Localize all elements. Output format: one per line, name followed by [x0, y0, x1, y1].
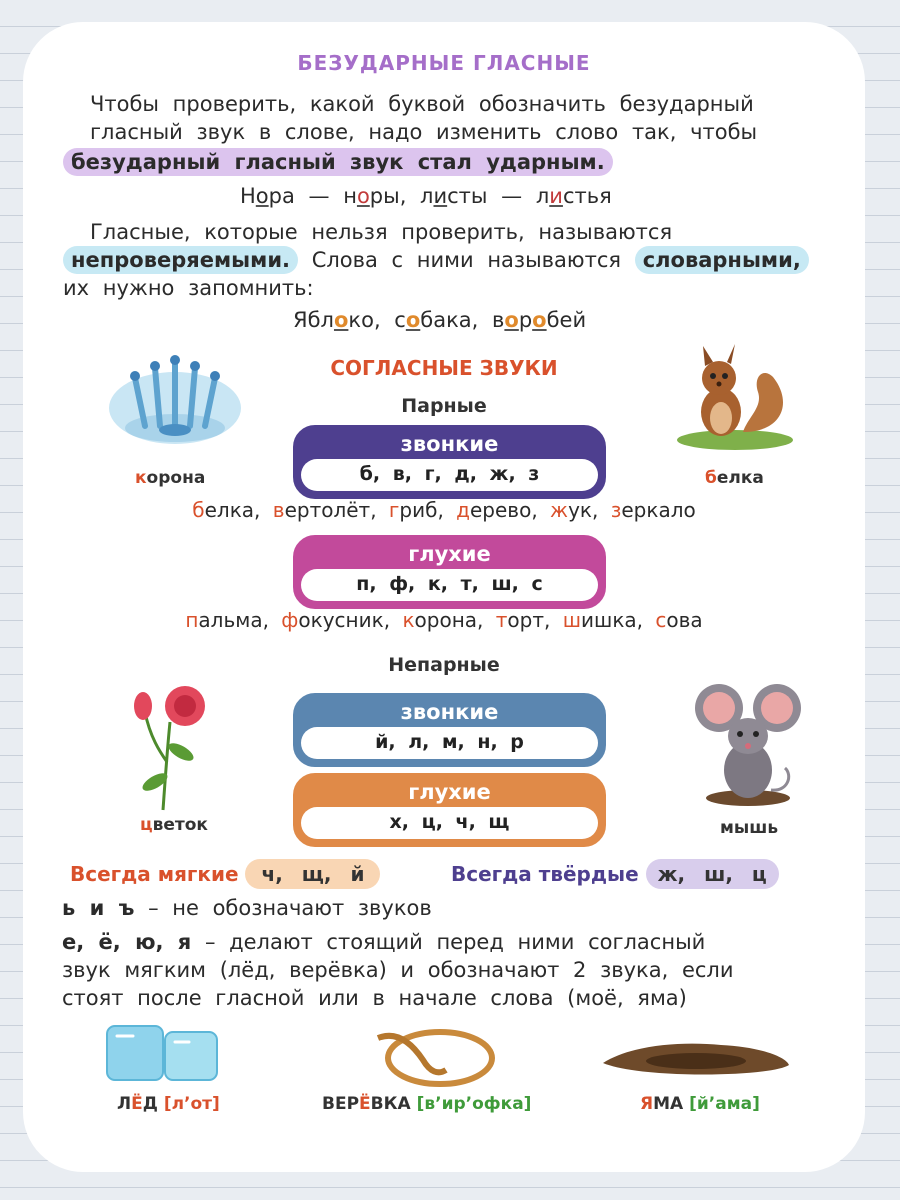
- example-part: ра — н: [268, 184, 357, 208]
- example-rest: ишка,: [581, 608, 656, 632]
- paired-voiceless-box: [293, 535, 606, 609]
- p2-highlight-1: непроверяемыми.: [63, 246, 298, 274]
- caption-first-letter: к: [135, 468, 147, 488]
- example-vowel: о: [255, 184, 269, 208]
- box-heading: звонкие: [400, 432, 499, 456]
- example-stressed-vowel: о: [356, 184, 370, 208]
- pit-illustration: [601, 1037, 791, 1082]
- dict-part: ко, с: [348, 308, 406, 332]
- example-initial: з: [610, 498, 622, 522]
- dict-vowel: о: [405, 308, 421, 332]
- word-part: ВЕР: [322, 1094, 360, 1114]
- unpaired-label: Непарные: [388, 654, 500, 676]
- caption-rest: веток: [152, 815, 208, 835]
- word-vowel: Ё: [131, 1094, 143, 1114]
- caption-rest: орона: [146, 468, 206, 488]
- word-part: МА: [653, 1094, 684, 1114]
- example-rest: ертолёт,: [284, 498, 389, 522]
- mouse-illustration: [693, 680, 803, 810]
- example-initial: ж: [550, 498, 569, 522]
- box-letters: й, л, м, н, р: [301, 727, 598, 759]
- transcription: [й’ама]: [689, 1094, 760, 1114]
- hard-label: Всегда твёрдые: [451, 862, 639, 886]
- paired-voiced-box: [293, 425, 606, 499]
- caption-first-letter: ц: [140, 815, 153, 835]
- iotated-line2: звук мягким (лёд, верёвка) и обозначают 2 звука, если: [62, 958, 734, 982]
- dict-part: Ябл: [293, 308, 334, 332]
- box-letters: х, ц, ч, щ: [301, 807, 598, 839]
- caption-mysh: мышь: [720, 818, 779, 838]
- iotated-line3: стоят после гласной или в начале слова (моё, яма): [62, 986, 687, 1010]
- p2-mid: Слова с ними называются: [298, 248, 635, 272]
- example-rest: риб,: [399, 498, 457, 522]
- caption-korona: [135, 468, 205, 488]
- box-heading: глухие: [408, 780, 491, 804]
- example-rest: альма,: [198, 608, 282, 632]
- example-rest: ук,: [568, 498, 611, 522]
- example-initial: б: [192, 498, 205, 522]
- rope-icon: [368, 1020, 498, 1090]
- vowels-paragraph-1: [71, 90, 810, 176]
- page-card: [23, 22, 865, 1172]
- mouse-icon: [693, 680, 803, 810]
- ice-illustration: [103, 1022, 223, 1084]
- iotated-paragraph: [62, 928, 733, 1012]
- example-initial: т: [495, 608, 508, 632]
- example-rest: еркало: [621, 498, 696, 522]
- box-heading: звонкие: [400, 700, 499, 724]
- example-initial: д: [456, 498, 470, 522]
- p1-highlight: безударный гласный звук стал ударным.: [63, 148, 613, 176]
- signs-line: [62, 896, 432, 920]
- example-part: ры, л: [369, 184, 434, 208]
- transcription: [л’от]: [163, 1094, 220, 1114]
- unpaired-voiceless-box: [293, 773, 606, 847]
- example-rest: ова: [666, 608, 703, 632]
- dict-part: р: [518, 308, 533, 332]
- caption-belka: [705, 468, 764, 488]
- example-initial: с: [655, 608, 667, 632]
- box-letters: б, в, г, д, ж, з: [301, 459, 598, 491]
- hard-letters: ж, ш, ц: [646, 859, 779, 889]
- vowels-paragraph-2: [63, 218, 823, 302]
- soft-label: Всегда мягкие: [70, 862, 239, 886]
- example-initial: ш: [562, 608, 582, 632]
- dict-part: бей: [546, 308, 587, 332]
- example-initial: ф: [281, 608, 299, 632]
- example-part: Н: [240, 184, 256, 208]
- word-led: [117, 1094, 220, 1114]
- example-initial: п: [185, 608, 199, 632]
- example-initial: г: [388, 498, 400, 522]
- example-rest: елка,: [204, 498, 273, 522]
- p2-line1: Гласные, которые нельзя проверить, называются: [90, 220, 673, 244]
- box-heading: глухие: [408, 542, 491, 566]
- caption-first-letter: б: [705, 468, 717, 488]
- example-initial: к: [402, 608, 415, 632]
- squirrel-icon: [673, 332, 798, 452]
- example-part: сты — л: [447, 184, 550, 208]
- soft-letters: ч, щ, й: [245, 859, 380, 889]
- signs-text: – не обозначают звуков: [134, 896, 432, 920]
- unpaired-voiced-box: [293, 693, 606, 767]
- always-hard: [451, 862, 779, 886]
- ice-cubes-icon: [103, 1022, 223, 1084]
- word-yama: [640, 1094, 760, 1114]
- rope-illustration: [368, 1020, 498, 1090]
- dictionary-words: [293, 308, 586, 332]
- p1-line2: гласный звук в слове, надо изменить слово так, чтобы: [90, 120, 758, 144]
- example-part: стья: [562, 184, 612, 208]
- dict-vowel: о: [532, 308, 547, 332]
- flower-illustration: [115, 682, 225, 812]
- pit-icon: [601, 1037, 791, 1082]
- word-part: Д: [142, 1094, 158, 1114]
- always-soft: [70, 862, 380, 886]
- paired-label: Парные: [401, 395, 487, 417]
- example-rest: орона,: [414, 608, 496, 632]
- squirrel-illustration: [673, 332, 798, 452]
- word-part: Л: [117, 1094, 132, 1114]
- consonants-title: СОГЛАСНЫЕ ЗВУКИ: [330, 356, 558, 380]
- example-rest: окусник,: [298, 608, 403, 632]
- splash-icon: [105, 338, 245, 448]
- vowels-example: [240, 184, 612, 208]
- iotated-letters: е, ё, ю, я: [62, 930, 192, 954]
- iotated-line1: – делают стоящий перед ними согласный: [191, 930, 706, 954]
- example-stressed-vowel: и: [549, 184, 563, 208]
- dict-vowel: о: [333, 308, 349, 332]
- voiced-examples: [23, 498, 865, 522]
- crown-splash-illustration: [105, 338, 245, 448]
- word-vowel: Ё: [359, 1094, 371, 1114]
- box-letters: п, ф, к, т, ш, с: [301, 569, 598, 601]
- word-part: ВКА: [370, 1094, 411, 1114]
- signs-letters: ь и ъ: [62, 896, 135, 920]
- dict-vowel: о: [504, 308, 519, 332]
- caption-rest: елка: [716, 468, 764, 488]
- example-vowel: и: [433, 184, 448, 208]
- p1-line1: Чтобы проверить, какой буквой обозначить безударный: [90, 92, 754, 116]
- voiceless-examples: [23, 608, 865, 632]
- dict-part: бака, в: [420, 308, 505, 332]
- vowels-title: БЕЗУДАРНЫЕ ГЛАСНЫЕ: [297, 51, 591, 75]
- rose-icon: [115, 682, 225, 812]
- caption-tsvetok: [140, 815, 208, 835]
- p2-line3: их нужно запомнить:: [63, 276, 314, 300]
- word-verevka: [322, 1094, 531, 1114]
- word-vowel: Я: [640, 1094, 654, 1114]
- example-initial: в: [272, 498, 285, 522]
- example-rest: орт,: [507, 608, 563, 632]
- example-rest: ерево,: [470, 498, 551, 522]
- transcription: [в’ир’офка]: [416, 1094, 532, 1114]
- p2-highlight-2: словарными,: [635, 246, 809, 274]
